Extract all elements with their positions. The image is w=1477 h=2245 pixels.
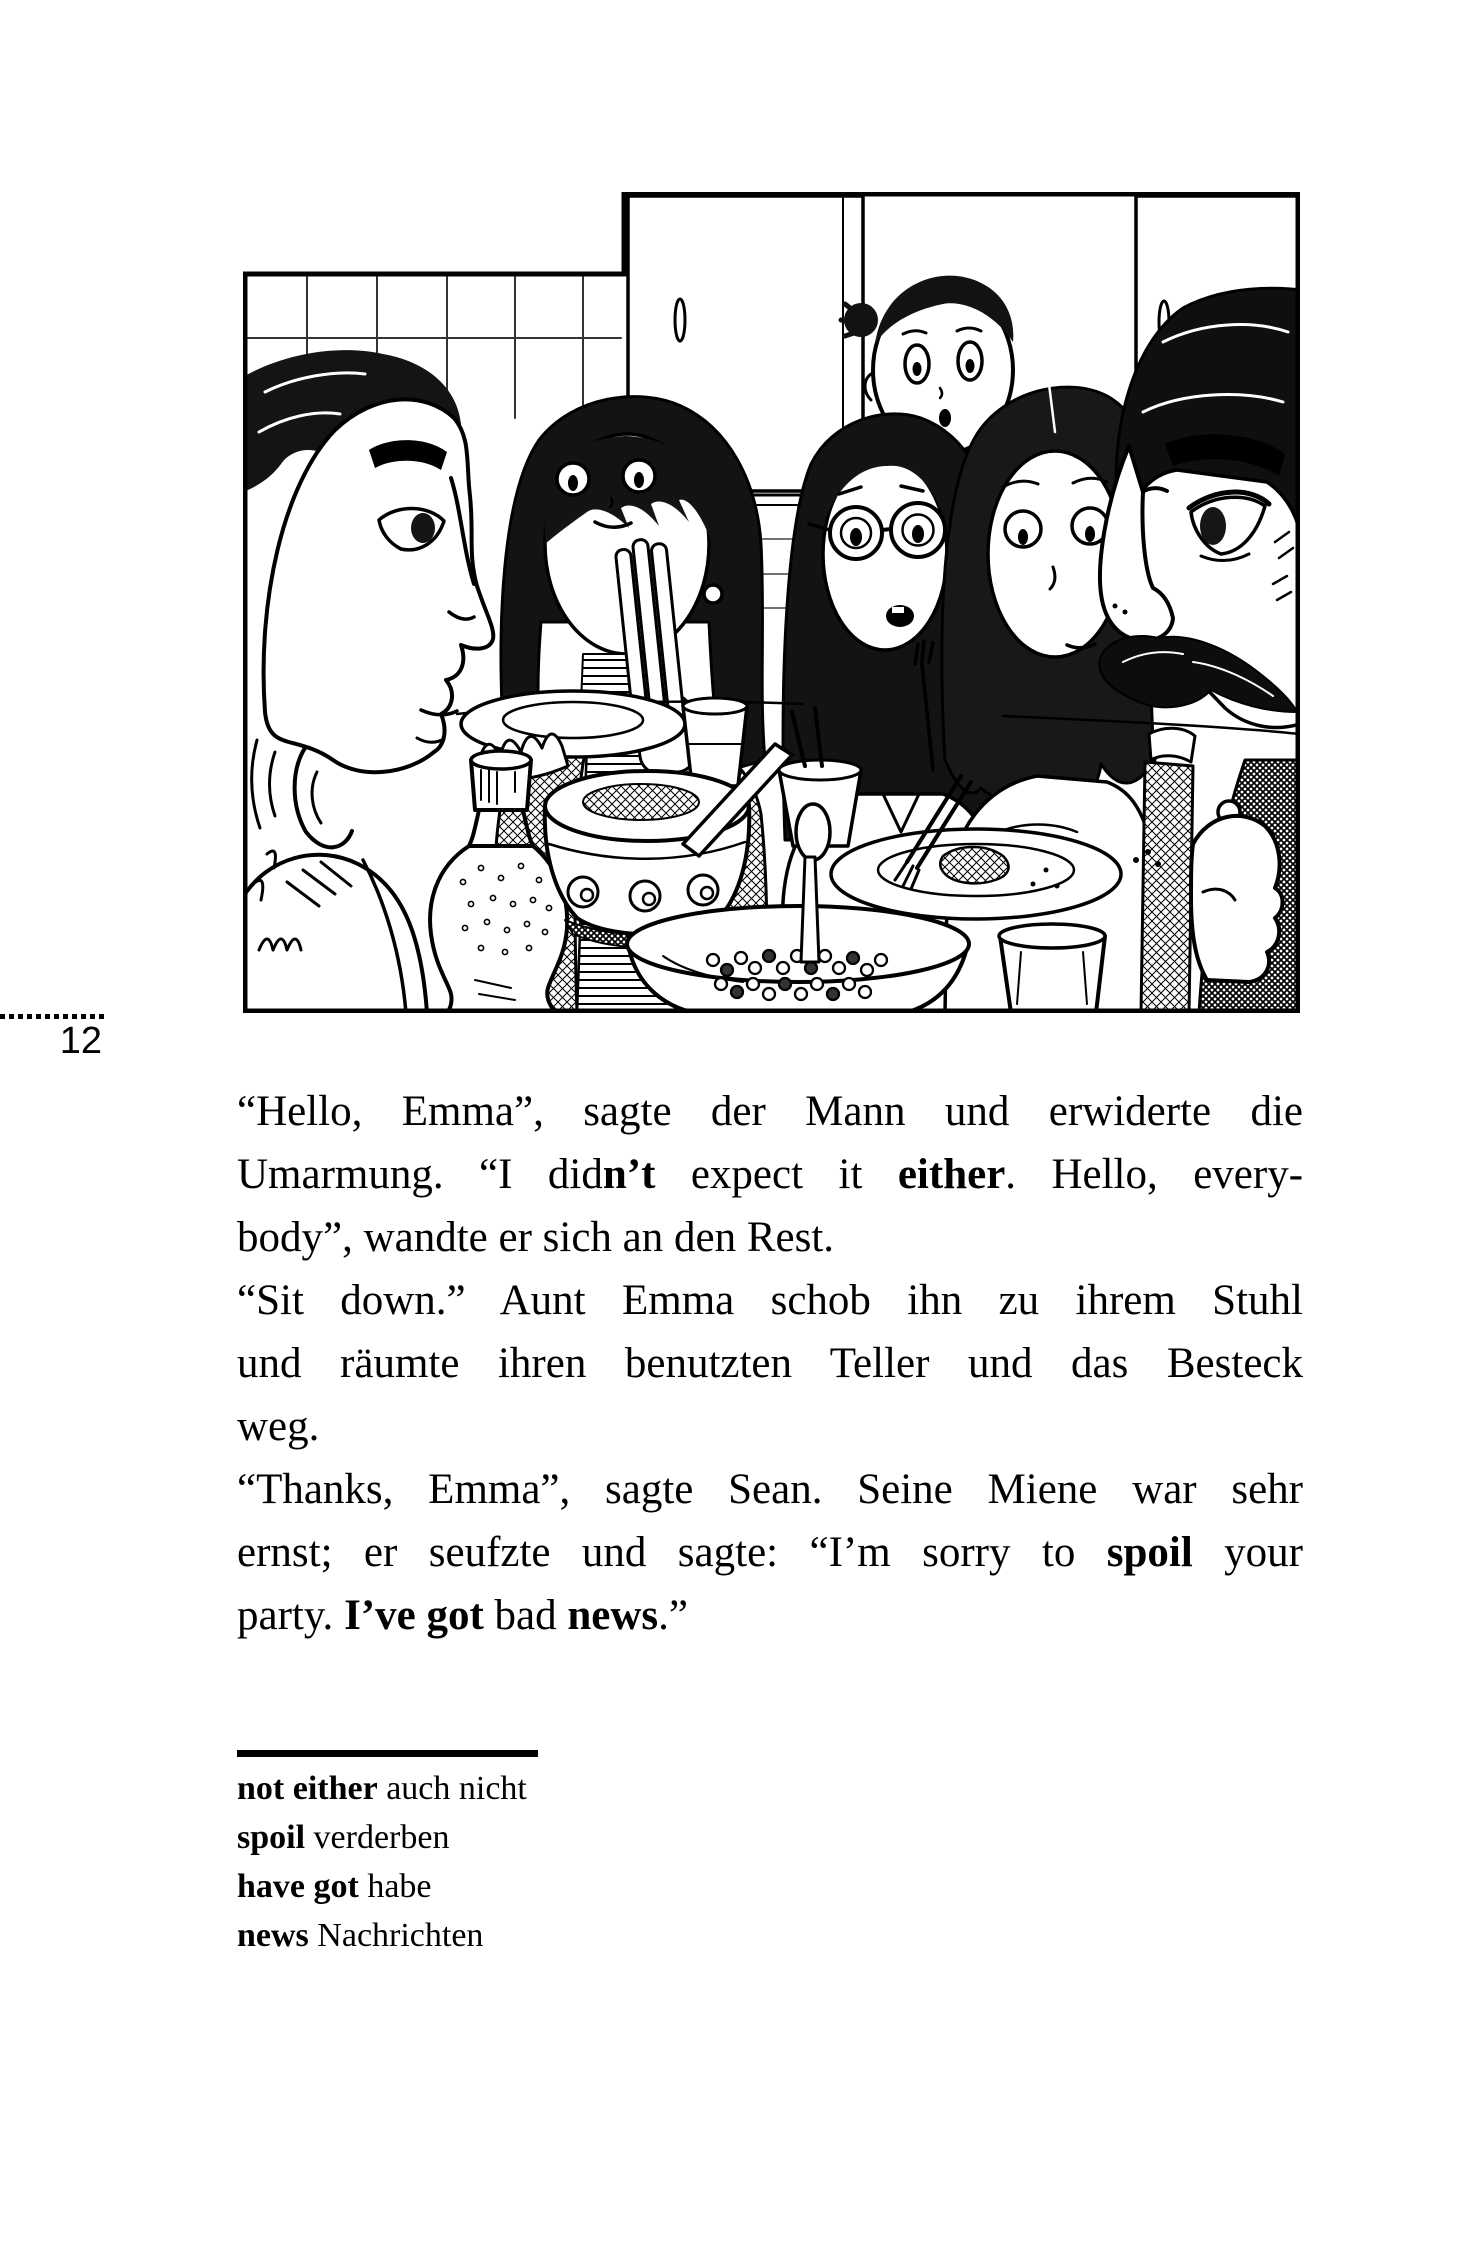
story-line [237,1584,1303,1647]
vocab-term: not either [237,1770,378,1807]
story-line [237,1206,1303,1269]
story-text [237,1080,1303,1647]
story-bold-word: n’t [602,1151,656,1198]
story-segment: “Sit down.” Aunt Emma schob ihn zu ihrem Stuhl [237,1277,1303,1324]
vocab-entry [237,1764,937,1813]
earring [704,585,722,603]
vocab-entry [237,1911,937,1960]
story-line [237,1269,1303,1332]
jacket-trim [1141,762,1193,1013]
story-illustration [243,192,1300,1013]
story-segment: ernst; er seufzte und sagte: “I’m sorry to [237,1529,1107,1576]
page-number: 12 [59,1020,102,1062]
story-segment: und räumte ihren benutzten Teller und das Besteck [237,1340,1303,1387]
story-segment: your [1192,1529,1303,1576]
story-segment: .” [658,1592,689,1639]
wooden-spoon [796,804,830,860]
story-line [237,1458,1303,1521]
story-line [237,1395,1303,1458]
story-segment: party. [237,1592,345,1639]
story-line [237,1332,1303,1395]
mustache-man-eye [1200,507,1226,545]
story-segment: body”, wandte er sich an den Rest. [237,1214,835,1261]
vocab-translation: verderben [305,1819,450,1856]
vocab-term: news [237,1917,309,1954]
story-segment: Umarmung. “I did [237,1151,603,1198]
story-bold-word: I’ve got [344,1592,484,1639]
background-girl-mouth [939,409,951,427]
story-segment: . Hello, every- [1005,1151,1304,1198]
mustache-man-hand [1191,816,1283,982]
vocab-entry [237,1813,937,1862]
vocab-term: spoil [237,1819,306,1856]
page-number-dotted-line [0,1014,107,1019]
story-bold-word: news [567,1592,659,1639]
story-segment: expect it [655,1151,898,1198]
story-line [237,1521,1303,1584]
vocab-list [237,1764,937,1960]
story-line [237,1080,1303,1143]
vocab-translation: Nachrichten [308,1917,484,1954]
story-bold-word: either [897,1151,1006,1198]
vocab-entry [237,1862,937,1911]
story-segment: “Thanks, Emma”, sagte Sean. Seine Miene war sehr [237,1466,1303,1513]
story-segment: “Hello, Emma”, sagte der Mann und erwiderte die [237,1088,1303,1135]
story-bold-word: spoil [1106,1529,1193,1576]
food-scrap [940,847,1008,883]
story-line [237,1143,1303,1206]
vocab-translation: auch nicht [377,1770,527,1807]
story-segment: weg. [237,1403,320,1450]
vocab-divider-rule [237,1750,538,1757]
story-segment: bad [483,1592,568,1639]
vocab-translation: habe [358,1868,432,1905]
left-man-eye [411,513,435,543]
vocab-term: have got [237,1868,359,1905]
